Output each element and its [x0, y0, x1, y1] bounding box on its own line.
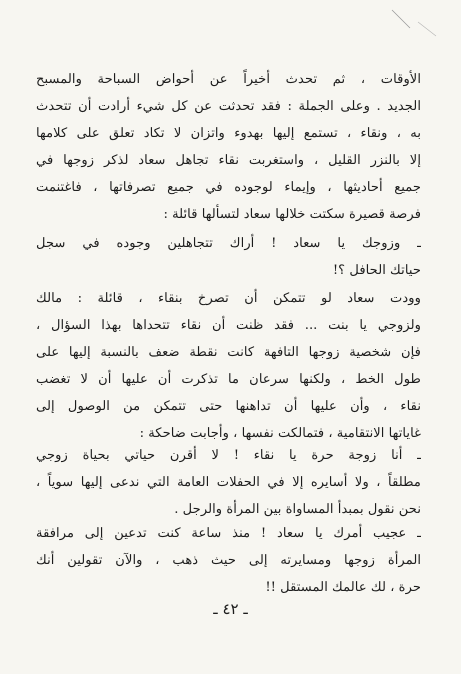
text-line: ولزوجي يا بنت ... فقد ظنت أن نقاء تتحداها بهذا السؤال ،	[36, 318, 421, 333]
text-line: ـ أنا زوجة حرة يا نقاء ! لا أقرن حياتي بحياة زوجي	[36, 448, 421, 463]
text-line: طول الخط ، ولكنها سرعان ما تذكرت أن عليها أن لا تغضب	[36, 372, 421, 387]
paragraph-1	[36, 66, 421, 228]
paragraph-5	[36, 520, 421, 601]
text-line: نقاء ، وأن عليها أن تداهنها حتى تتمكن من الوصول إلى	[36, 399, 421, 414]
corner-scratch-mark	[388, 6, 448, 46]
text-line: به ، ونقاء ، تستمع إليها بهدوء واتزان لا تكاد تعلق على كلامها	[36, 126, 421, 141]
text-line: غاياتها الانتقامية ، فتمالكت نفسها ، وأجابت ضاحكة :	[139, 426, 421, 441]
paragraph-3	[36, 285, 421, 447]
paragraph-4	[36, 442, 421, 523]
text-line: فرصة قصيرة سكتت خلالها سعاد لتسألها قائلة :	[163, 207, 421, 222]
text-line: حرة ، لك عالمك المستقل !!	[265, 580, 421, 595]
text-line: الأوقات ، ثم تحدث أخيراً عن أحواض السباحة والمسبح	[36, 72, 421, 87]
text-line: الجديد . وعلى الجملة : فقد تحدثت عن كل شيء أرادت أن تتحدث	[36, 99, 421, 114]
text-line: ـ عجيب أمرك يا سعاد ! منذ ساعة كنت تدعين إلى مرافقة	[36, 526, 421, 541]
text-line: وودت سعاد لو تتمكن أن تصرخ بنقاء ، قائلة : مالك	[36, 291, 421, 306]
text-line: ـ وزوجك يا سعاد ! أراك تتجاهلين وجوده في سجل	[36, 236, 421, 251]
text-line: فإن شخصية زوجها التافهة كانت نقطة ضعف بالنسبة إليها على	[36, 345, 421, 360]
text-line: إلا بالنزر القليل ، واستغربت نقاء تجاهل سعاد لذكر زوجها في	[36, 153, 421, 168]
paragraph-2	[36, 230, 421, 284]
text-line: نحن نقول بمبدأ المساواة بين المرأة والرجل .	[174, 502, 421, 517]
text-line: حياتك الحافل ؟!	[332, 263, 421, 278]
page-number: ـ ٤٢ ـ	[213, 600, 248, 618]
text-line: مطلقاً ، ولا أسايره إلا في الحفلات العامة التي ندعى إليها سوياً ،	[36, 475, 421, 490]
text-line: المرأة زوجها ومسايرته إلى حيث ذهب ، والآن تقولين أنك	[36, 553, 421, 568]
text-line: جميع أحاديثها ، وإيماء لوجوده في جميع تصرفاتها ، فاغتنمت	[36, 180, 421, 195]
